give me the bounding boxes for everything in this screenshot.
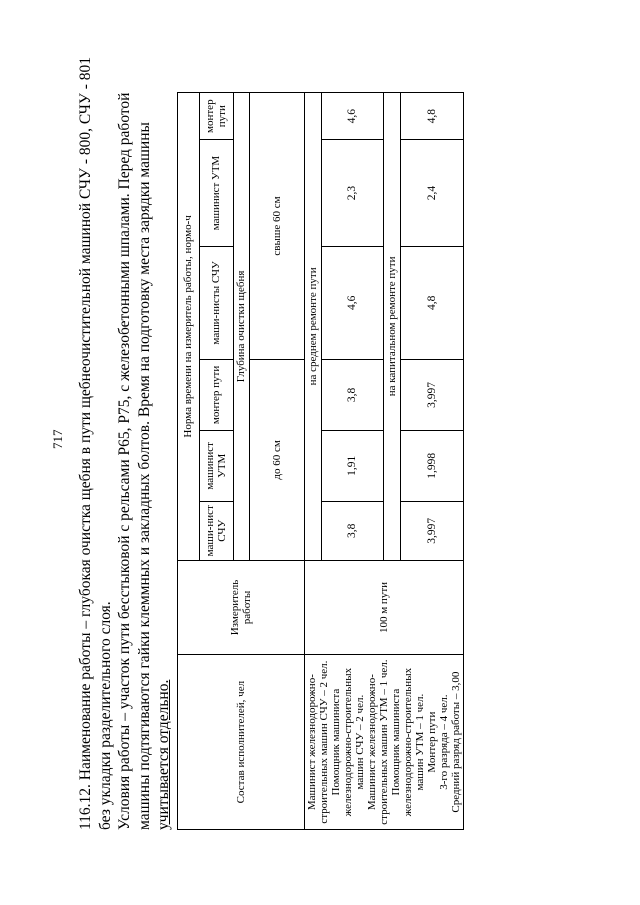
- subheader-cell: маши-нист СЧУ: [199, 501, 233, 560]
- value-cell: 3,8: [321, 501, 383, 560]
- value-cell: 1,998: [401, 430, 463, 501]
- composition-line: Средний разряд работы – 3,00: [449, 671, 462, 813]
- depth-title: Глубина очистки щебня: [233, 93, 249, 561]
- heading-line: без укладки разделительного слоя.: [96, 601, 114, 830]
- heading-line: 116.12. Наименование работы – глубокая очистка щебня в пути щебнеочистительной машиной СЧУ - 800, СЧУ - 801: [77, 56, 94, 830]
- composition-line: Помощник машиниста: [329, 688, 342, 796]
- heading-line: Условия работы – участок пути бесстыковой с рельсами Р65, Р75, с железобетонными шпалами. Перед работой: [116, 92, 133, 830]
- subheader-cell: машинист УТМ: [199, 140, 233, 246]
- subheader-cell: машинист УТМ: [199, 430, 233, 501]
- value-cell: 3,997: [401, 360, 463, 431]
- header-meter: Измеритель работы: [177, 560, 304, 654]
- heading-line: машины подтягиваются гайки клеммных и закладных болтов. Время на подготовку места зарядки машины: [135, 122, 153, 830]
- composition-line: строительных машин УТМ – 1 чел.: [377, 659, 390, 825]
- value-cell: 4,8: [401, 246, 463, 359]
- norm-table: [177, 92, 464, 830]
- rotated-page-content: [76, 56, 616, 830]
- value-cell: 4,6: [321, 93, 383, 140]
- header-composition: Состав исполнителей, чел: [177, 655, 304, 830]
- heading-line: учитывается отдельно.: [155, 679, 172, 830]
- value-cell: 1,91: [321, 430, 383, 501]
- value-cell: 4,6: [321, 246, 383, 359]
- depth-over-60: свыше 60 см: [249, 93, 304, 360]
- header-norm: Норма времени на измеритель работы, нормо-ч: [177, 93, 199, 561]
- value-cell: 4,8: [401, 93, 463, 140]
- repair-medium-label: на среднем ремонте пути: [304, 93, 321, 561]
- value-cell: 3,8: [321, 360, 383, 431]
- composition-line: строительных машин СЧУ – 2 чел.: [317, 660, 330, 824]
- composition-line: машин УТМ – 1 чел.: [413, 693, 426, 791]
- composition-line: Помощник машиниста: [389, 688, 402, 796]
- value-cell: 2,3: [321, 140, 383, 246]
- composition-line: Машинист железнодорожно-: [365, 674, 378, 811]
- value-cell: 2,4: [401, 140, 463, 246]
- subheader-cell: маши-нисты СЧУ: [199, 246, 233, 359]
- depth-to-60: до 60 см: [249, 360, 304, 561]
- subheader-cell: монтер пути: [199, 93, 233, 140]
- meter-cell: 100 м пути: [304, 560, 463, 654]
- composition-line: машин СЧУ – 2 чел.: [353, 694, 366, 790]
- value-cell: 3,997: [401, 501, 463, 560]
- composition-line: Машинист железнодорожно-: [305, 674, 318, 811]
- subheader-cell: монтер пути: [199, 360, 233, 431]
- page-number: 717: [50, 429, 65, 449]
- composition-cell: [304, 655, 463, 830]
- composition-line: железнодорожно-строительных: [401, 667, 414, 817]
- composition-line: Монтер пути: [425, 711, 438, 773]
- work-heading: [76, 56, 174, 830]
- composition-line: железнодорожно-строительных: [341, 667, 354, 817]
- repair-capital-label: на капитальном ремонте пути: [383, 93, 400, 561]
- composition-line: 3-го разряда – 4 чел.: [437, 694, 450, 790]
